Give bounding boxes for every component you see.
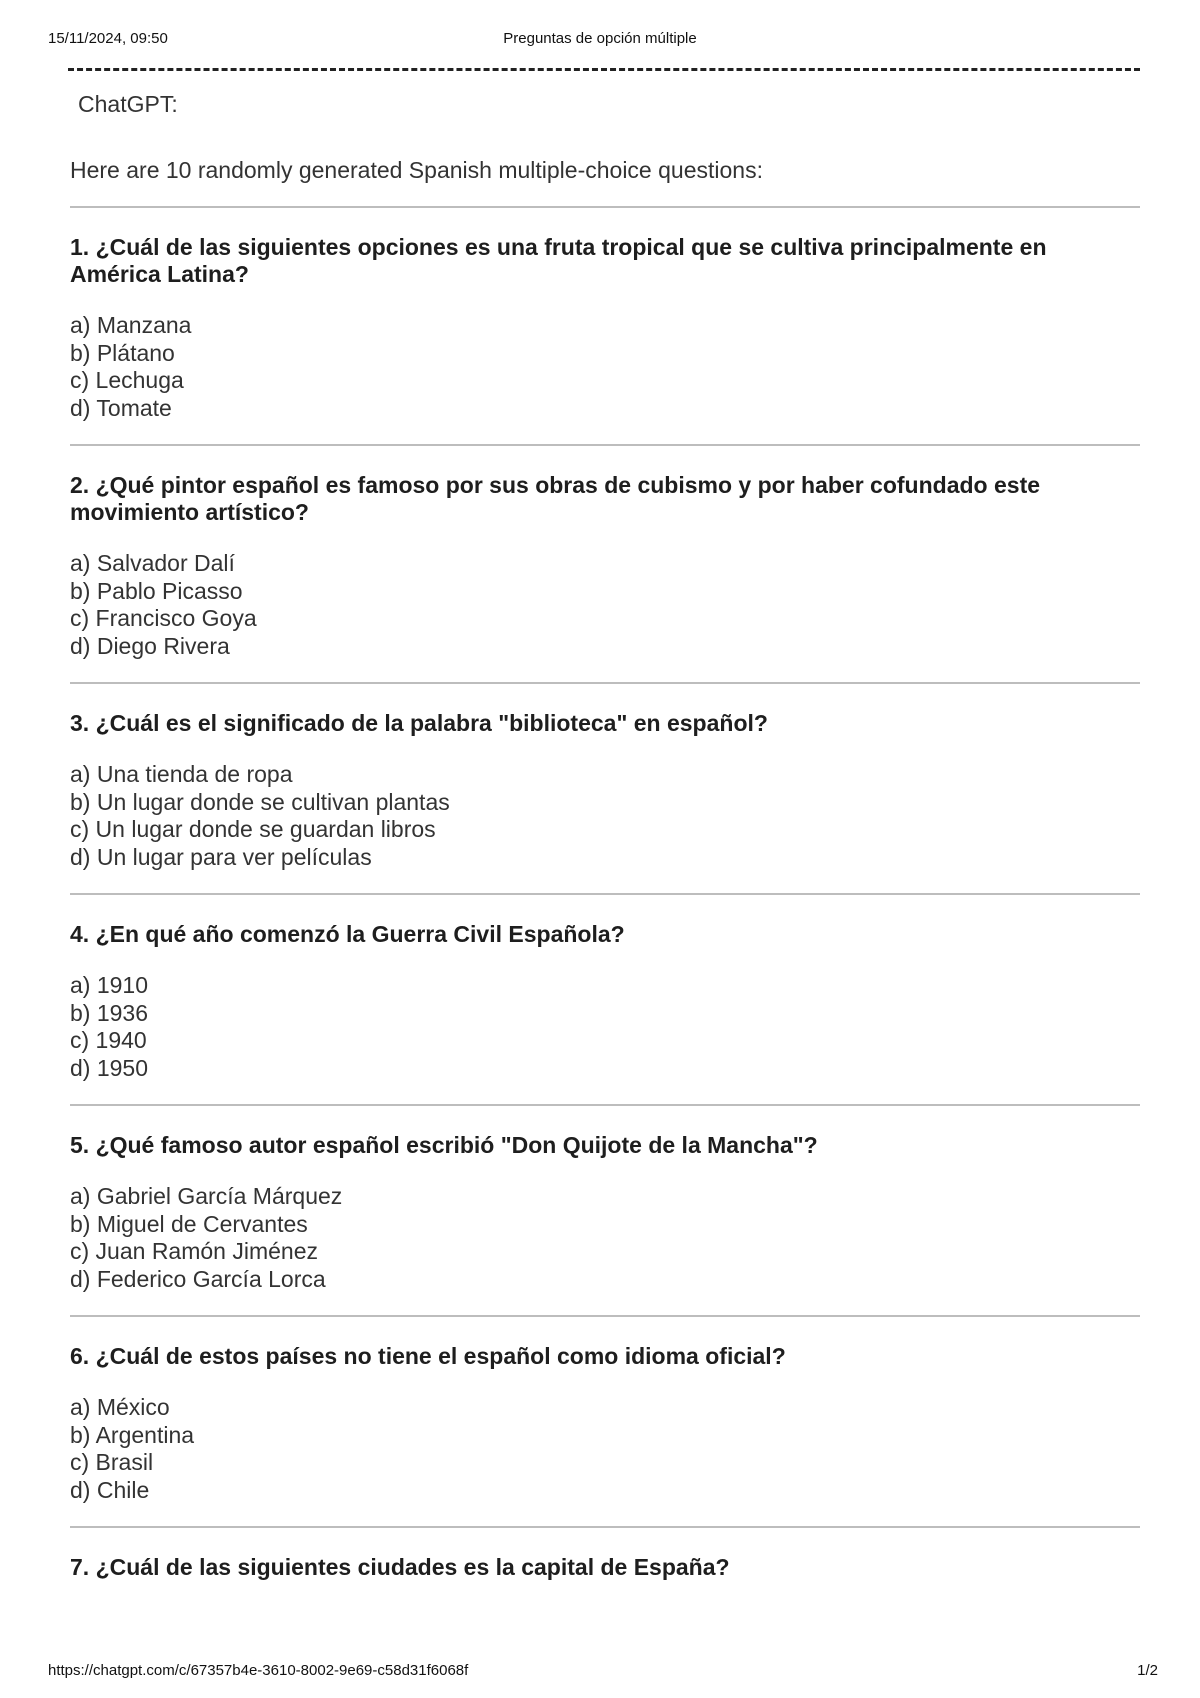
print-url: https://chatgpt.com/c/67357b4e-3610-8002-9e69-c58d31f6068f	[48, 1662, 469, 1679]
answer-options	[70, 1394, 1140, 1504]
intro-text: Here are 10 randomly generated Spanish multiple-choice questions:	[70, 157, 763, 183]
answer-option: b) Argentina	[70, 1421, 195, 1448]
answer-option: d) Diego Rivera	[70, 632, 230, 659]
question-text: 5. ¿Qué famoso autor español escribió "Don Quijote de la Mancha"?	[70, 1132, 818, 1158]
print-date: 15/11/2024, 09:50	[48, 30, 168, 47]
answer-option: c) Lechuga	[70, 367, 184, 393]
answer-options	[70, 312, 1140, 422]
answer-option: c) Juan Ramón Jiménez	[70, 1238, 318, 1264]
question-text: 2. ¿Qué pintor español es famoso por sus obras de cubismo y por haber cofundado este movimiento artístico?	[70, 472, 1041, 525]
question-text: 6. ¿Cuál de estos países no tiene el español como idioma oficial?	[70, 1343, 786, 1369]
question-block	[70, 1528, 1140, 1603]
question-text: 7. ¿Cuál de las siguientes ciudades es la capital de España?	[70, 1554, 730, 1580]
question-block	[70, 1317, 1140, 1526]
answer-option: a) Gabriel García Márquez	[70, 1183, 343, 1209]
answer-option: b) Plátano	[70, 339, 175, 366]
question-block	[70, 895, 1140, 1104]
answer-option: b) Miguel de Cervantes	[70, 1210, 308, 1237]
answer-option: d) Un lugar para ver películas	[70, 843, 372, 870]
question-list	[70, 208, 1140, 1603]
answer-option: d) Chile	[70, 1476, 150, 1503]
answer-options	[70, 1183, 1140, 1293]
answer-options	[70, 550, 1140, 660]
question-text: 1. ¿Cuál de las siguientes opciones es una fruta tropical que se cultiva principalmente en América Latina?	[70, 234, 1047, 287]
answer-option: d) Federico García Lorca	[70, 1265, 326, 1292]
question-text: 3. ¿Cuál es el significado de la palabra "biblioteca" en español?	[70, 710, 768, 736]
question-block	[70, 1106, 1140, 1315]
question-block	[70, 208, 1140, 444]
answer-option: c) Brasil	[70, 1449, 154, 1475]
answer-option: b) Un lugar donde se cultivan plantas	[70, 788, 450, 815]
answer-option: a) 1910	[70, 972, 149, 998]
answer-option: c) 1940	[70, 1027, 147, 1053]
answer-option: a) Una tienda de ropa	[70, 761, 293, 787]
answer-option: d) Tomate	[70, 394, 172, 421]
answer-option: c) Un lugar donde se guardan libros	[70, 816, 436, 842]
author-label: ChatGPT:	[78, 91, 178, 117]
answer-option: d) 1950	[70, 1054, 149, 1081]
print-title: Preguntas de opción múltiple	[503, 30, 697, 47]
answer-option: b) 1936	[70, 999, 149, 1026]
answer-option: a) Salvador Dalí	[70, 550, 235, 576]
question-block	[70, 446, 1140, 682]
answer-option: c) Francisco Goya	[70, 605, 257, 631]
question-block	[70, 684, 1140, 893]
answer-option: b) Pablo Picasso	[70, 577, 243, 604]
answer-option: a) Manzana	[70, 312, 192, 338]
page-number: 1/2	[1137, 1662, 1158, 1679]
print-header	[0, 30, 1200, 50]
dashed-separator	[68, 68, 1140, 71]
answer-options	[70, 761, 1140, 871]
document-body	[70, 90, 1140, 1603]
question-text: 4. ¿En qué año comenzó la Guerra Civil Española?	[70, 921, 625, 947]
answer-option: a) México	[70, 1394, 170, 1420]
answer-options	[70, 972, 1140, 1082]
print-footer	[0, 1662, 1200, 1682]
